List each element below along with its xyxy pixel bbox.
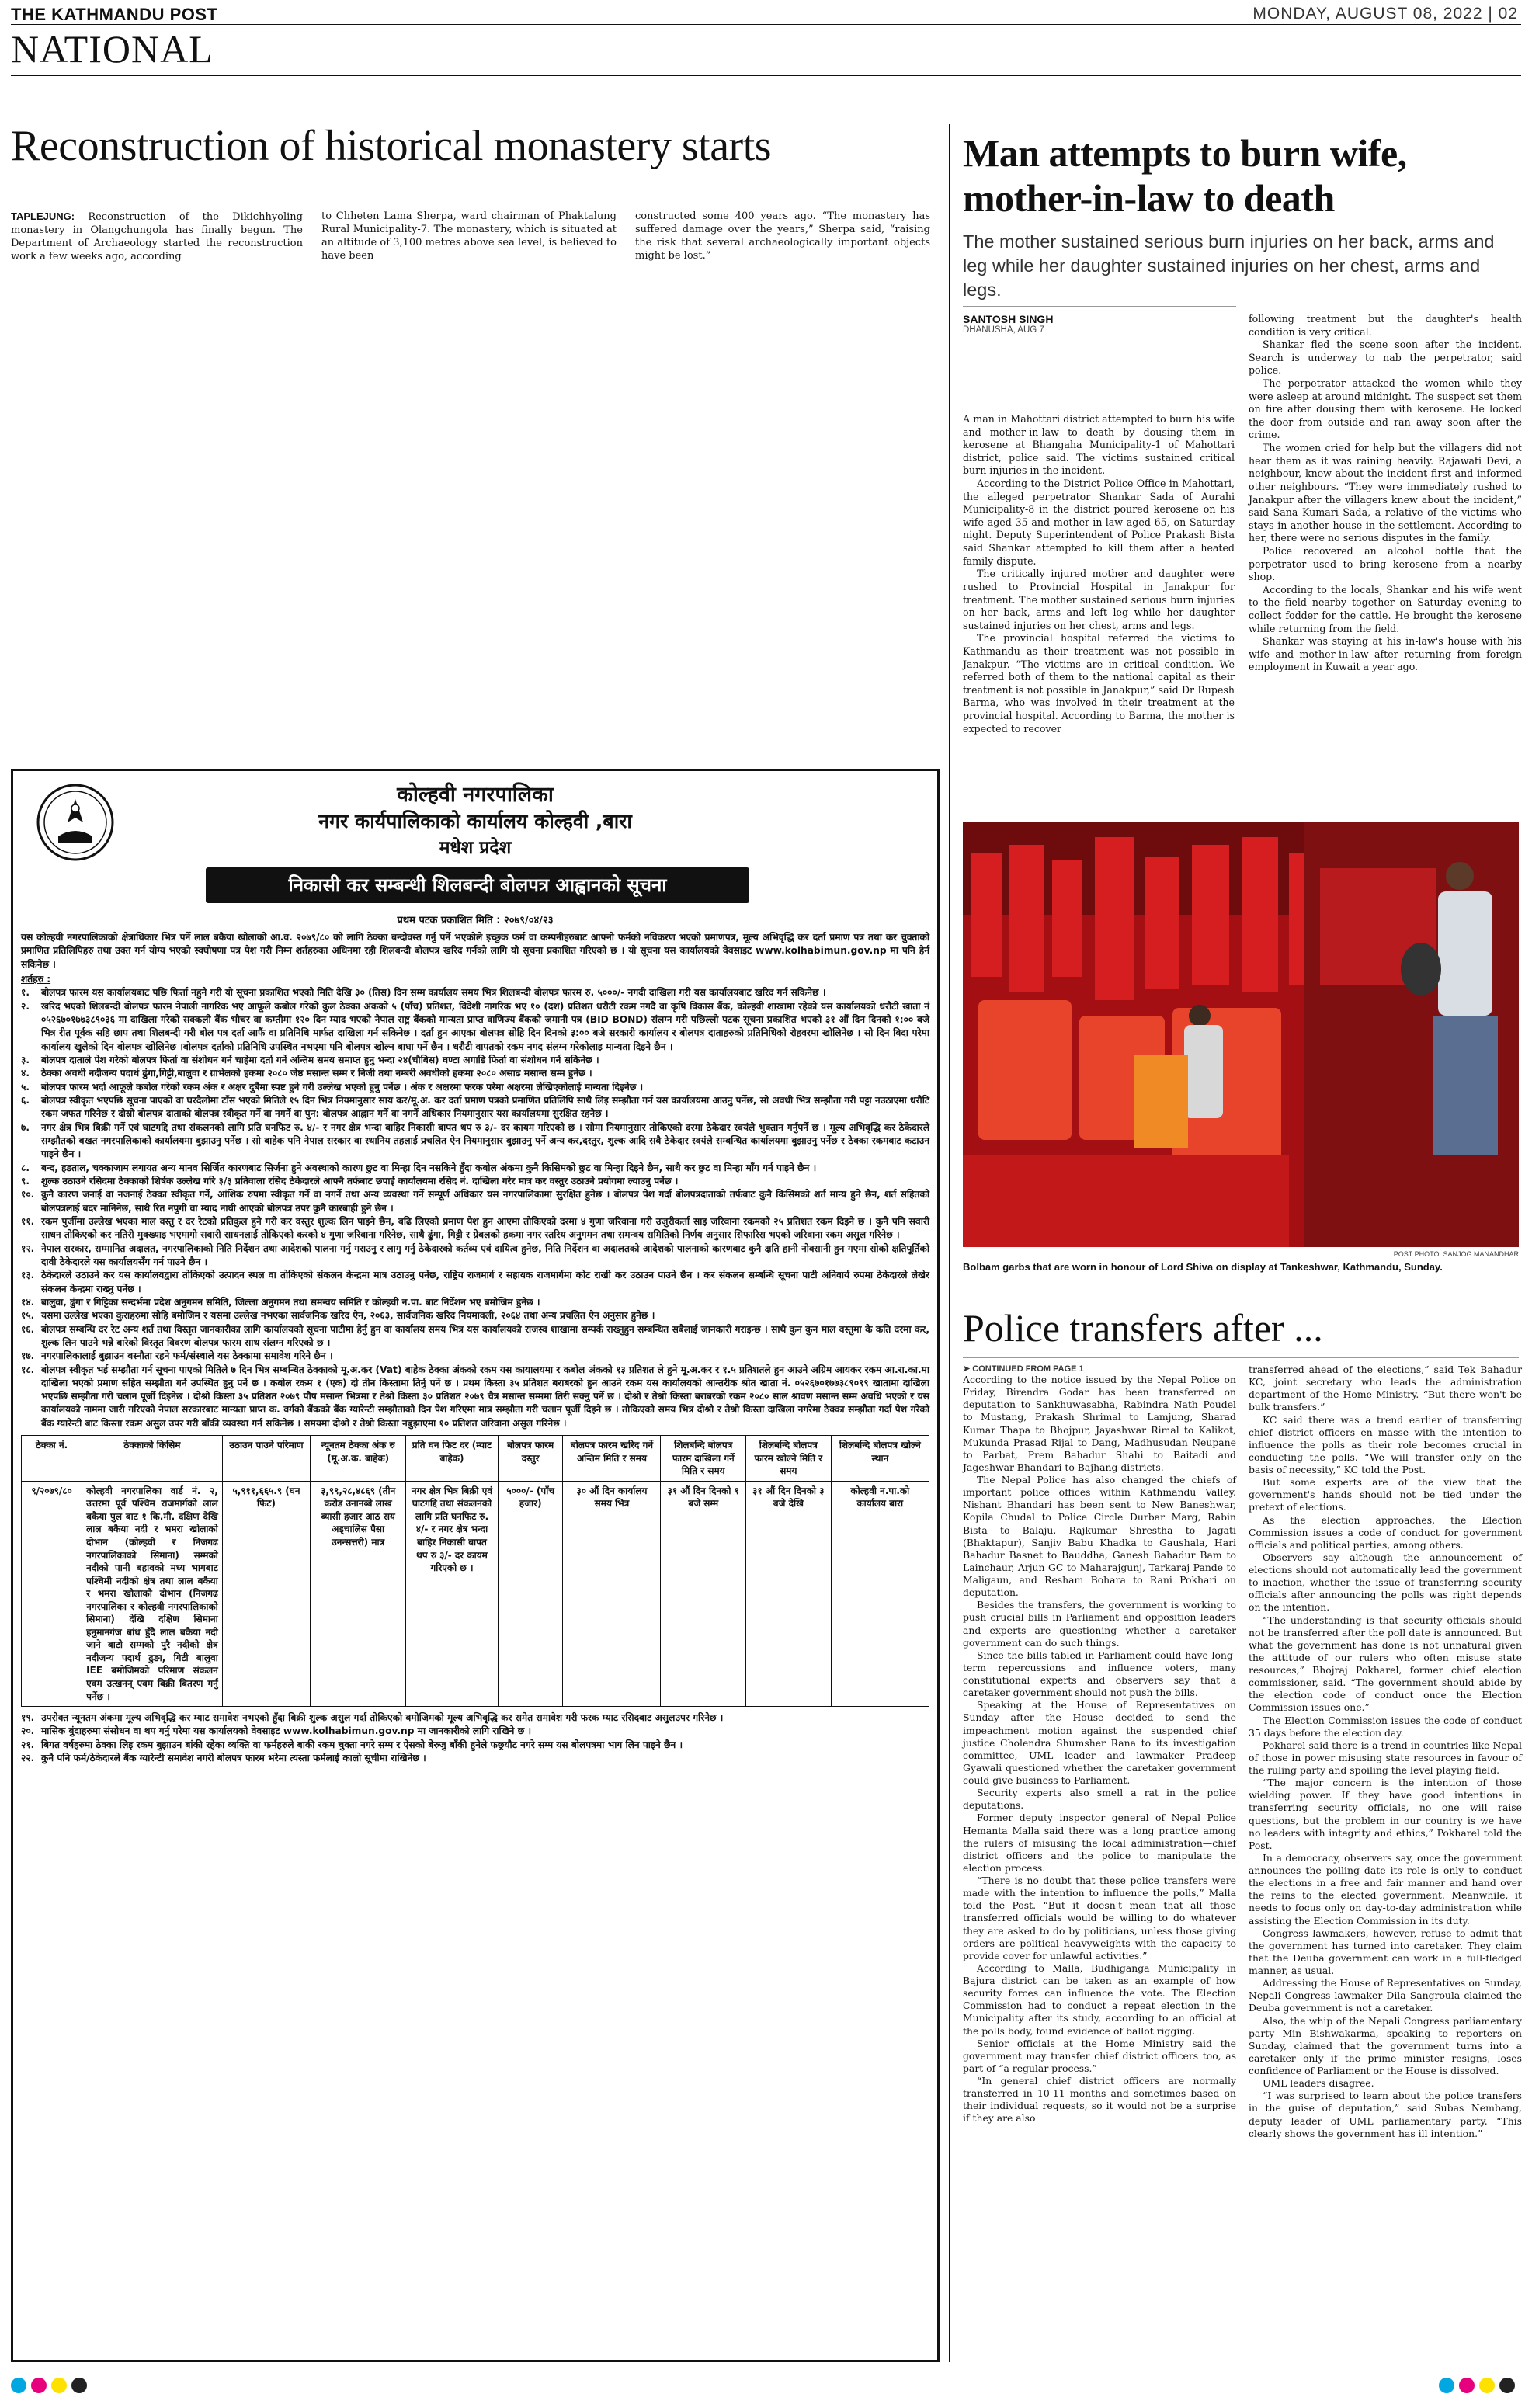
condition-number: २२.	[21, 1753, 35, 1764]
monastery-col-2	[321, 210, 617, 263]
notice-title-3: मधेश प्रदेश	[439, 838, 512, 858]
police-paragraph: Since the bills tabled in Parliament could have long-term repercussions and influence voters, many constitutional experts and observers say that a caretaker government should not push the bills.	[963, 1649, 1236, 1699]
police-paragraph: Addressing the House of Representatives on Sunday, Nepali Congress lawmaker Dila Sangroula claimed the Deuba government is not a caretaker.	[1249, 1977, 1522, 2014]
conditions-list	[21, 986, 929, 1430]
condition-text: बोलपत्र फारम यस कार्यालयबाट पछि फिर्ता नहुने गरी यो सूचना प्रकाशित भएको मिति देखि ३० (तिस) दिन सम्म कार्यालय समय भित्र शिलबन्दी बोलपत्र फारम रु. ५०००/- नगदी दाखिला गरी यस कार्यालयबाट खरिद गर्न सकिनेछ ।	[41, 987, 826, 999]
header-divider	[11, 24, 1521, 25]
conditions-label: शर्तहरु :	[21, 973, 51, 985]
burn-author: SANTOSH SINGH	[963, 313, 1054, 325]
table-cell: ९/२०७९/८०	[22, 1481, 82, 1706]
condition-text: बन्द, हडताल, चक्काजाम लगायत अन्य मानव सिर्जित कारणबाट सिर्जना हुने अवस्थाको कारण छुट वा मिन्हा दिन नसकिने हुँदा कबोल अंकमा कुनै किसिमको छुट वा मिन्हा दिइने छैन, साथै कर छुट वा मिन्हा माँग गर्न पाइने छैन ।	[41, 1162, 817, 1173]
table-header-cell: शिलबन्दि बोलपत्र खोल्ने स्थान	[831, 1436, 929, 1482]
condition-text: ठेक्का अवधी नदीजन्य पदार्थ ढुंगा,गिट्टी,बालुवा र ग्राभेलको हकमा २०८० जेष्ठ मसान्त सम्म र निजी तथा नम्बरी अवधीको हकमा २०८० असाढ मसान्त सम्म हुनेछ ।	[41, 1068, 592, 1079]
condition-number: २.	[21, 1000, 30, 1012]
condition-item	[21, 1000, 929, 1054]
table-header-row	[22, 1436, 929, 1482]
police-paragraph: The Nepal Police has also changed the chiefs of important police offices within Kathmandu Valley. Nishant Bhandari has been sent to New Baneshwar, Kopila Chudal to Police Circle Durbar Marg, Rabin Bista to Balaju, Rajkumar Shrestha to Jagati (Bhaktapur), Sanjiv Babu Khadka to Gaushala, Hari Bahadur Basnet to Bauddha, Ganesh Bahadur Bam to Lainchaur, Arjun GC to Maharajgunj, Tarkaraj Pande to Maligaun, and Resham Bohara to Rani Pokhari on deputation.	[963, 1474, 1236, 1599]
condition-number: १.	[21, 987, 30, 999]
police-paragraph: The Election Commission issues the code of conduct 35 days before the election day.	[1249, 1714, 1522, 1739]
table-cell: ३,९९,२८,४८६९ (तीन करोड उनानब्बे लाख ब्यासी हजार आठ सय अड्चालिस पैसा उनन्सत्तरी) मात्र	[311, 1481, 406, 1706]
police-paragraph: In a democracy, observers say, once the government announces the polling date its role is only to conduct the elections in a free and fair manner and hand over the reins to the elected government. Meanwhile, it needs to focus only on day-to-day administration while assisting the Election Commission in its duty.	[1249, 1851, 1522, 1927]
condition-text: उपरोक्त न्यूनतम अंकमा मूल्य अभिवृद्धि कर म्याट समावेश नभएको हुँदा बिक्री शुल्क असुल गर्दा तोकिएको बमोजिमको मूल्य अभिवृद्धि कर समेत समावेश गरी फरक म्याट रसिदबाट असुलउपर गरिनेछ ।	[41, 1712, 724, 1724]
condition-number: १२.	[21, 1242, 35, 1254]
condition-item	[21, 986, 929, 999]
condition-number: ६.	[21, 1094, 30, 1106]
condition-text: खरिद भएको शिलबन्दी बोलपत्र फारम नेपाली नागरिक भए आफूले कबोल गरेको कुल ठेक्का अंकको ५ (पाँच) प्रतिशत, विदेशी नागरिक भए १० (दश) प्रतिशत धरौटी रकम नगदै वा कृषि विकास बैंक, कोल्हवी शाखामा रहेको यस कार्यालयको धरौटी खाता नं ०५२६७०१७७३८९०३६ मा दाखिला गरेको सक्कली बैंक भौचर वा कम्तीमा १२० दिन म्याद भएको नेपाल राष्ट्र बैंकको मान्यता प्राप्त वाणिज्य बैंकको जमानी पत्र (BID BOND) संलग्न गरी पछिल्लो पटक सूचना प्रकाशित भएको ३१ औं दिन दिनको १:०० बजे भित्र रीत पूर्वक सहि छाप तथा शिलबन्दी गरी बोल पत्र दर्ता आफैं वा प्रतिनिधि मार्फत दाखिला गर्न सकिनेछ । दर्ता हुन आएका बोलपत्र सोहि दिन दिनको ३:०० बजे सरकारी कार्यालय र बोलपत्र दाताहरुको प्रतिनिधिको रोहवरमा खोलिनेछ । सो दिन बिदा परेमा कार्यालय खुलेको दिन बोलपत्र खोलिनेछ ।बोलपत्र दर्ताको प्रतिनिधि उपस्थित नभएमा पनि बोलपत्र खोल्न बाधा पर्ने छैन । धरौटी वापतको रकम नगद संलग्न गरेकोलाइ मान्यता दिइने छैन ।	[41, 1000, 929, 1052]
condition-text: बिगत वर्षहरुमा ठेक्का लिइ रकम बुझाउन बांकी रहेका व्यक्ति वा फर्महरुले बाकी रकम चुक्ता नगरे सम्म र ऐसको बेरुजु बाँकी हुनेले फछ्र्यौट नगरे सम्म यस बोलपत्रमा भाग लिन पाइने छैन ।	[41, 1739, 683, 1750]
police-paragraph: transferred ahead of the elections,” said Tek Bahadur KC, joint secretary who leads the administration department of the Home Ministry. “But there won't be bulk transfers.”	[1249, 1364, 1522, 1413]
condition-item	[21, 1094, 929, 1121]
condition-item	[21, 1752, 929, 1765]
notice-intro: यस कोल्हवी नगरपालिकाको क्षेत्राधिकार भित्र पर्ने लाल बकैया खोलाको आ.व. २०७९/८० को लागि ठेक्का बन्दोवस्त गर्नु पर्ने भएकोले इच्छुक फर्म वा कम्पनीहरुबाट आफ्नो फर्मको नविकरण भएको प्रमाणपत्र, मूल्य अभिवृद्धि कर दर्ता प्रमाण पत्र तथा कर चुक्ताको प्रमाणित प्रतिलिपिहरु तथा उक्त गर्न योग्य भएको स्वघोषणा पत्र पेश गरी निम्न शर्तहरुका अधिनमा रही शिलबन्दी बोलपत्र खरिद गर्नको लागि यो सूचना प्रकाशित गरिएको छ । यो सूचना यस कार्यालयको वेवसाइट www.kolhabimun.gov.np मा पनि हेर्न सकिनेछ ।	[21, 932, 929, 970]
condition-item	[21, 1188, 929, 1215]
table-cell: नगर क्षेत्र भित्र बिक्री एवं घाटगद्दि तथा संकलनको लागि प्रति घनफिट रु. ४/- र नगर क्षेत्र भन्दा बाहिर निकासी बापत थप रु ३/- दर कायम गरिएको छ ।	[406, 1481, 499, 1706]
condition-number: ३.	[21, 1054, 30, 1065]
table-header-cell: न्यूनतम ठेक्का अंक रु (मू.अ.क. बाहेक)	[311, 1436, 406, 1482]
burn-col-1	[963, 413, 1235, 735]
table-cell: ३१ औं दिन दिनको ३ बजे देखि	[746, 1481, 832, 1706]
condition-text: रकम पुर्जीमा उल्लेख भएका माल वस्तु र दर रेटको प्रतिकुल हुने गरी कर वस्तुर शुल्क लिन पाइने छैन, बढि लिएको प्रमाण पेश हुन आएमा तोकिएको दरमा ४ गुणा जरिवाना गरी उजुरीकर्ता साइ जरिवाना रकमको २५ प्रतिशत रकम दिइने छ । कुनै पनि सवारी साधन तोकिएको कर नतिरी मुक्ख्याइ भएमागो सवारी साधनलाई तोकिएको करको ४ गुणा जरिवाना गरिनेछ, साथै ढुंगा, गिट्टी र ग्रेबलको हकमा नगर स्तरिय अनुगमन तथा समन्वय समितिको निर्णय अनुसार सिफारिस भएको जरिवाना रकम असुल गरिनेछ ।	[41, 1215, 929, 1241]
condition-item	[21, 1054, 929, 1067]
condition-text: नगरपालिकालाई बुझाउन बस्नौता रहने फर्म/संस्थाले यस ठेक्कामा समावेश गरिने छैन ।	[41, 1350, 333, 1362]
condition-number: २१.	[21, 1739, 35, 1750]
tender-table	[21, 1435, 929, 1707]
section-divider	[11, 75, 1521, 76]
police-col-2	[1249, 1364, 1522, 2140]
table-header-cell: ठेक्काको किसिम	[82, 1436, 223, 1482]
table-header-cell: बोलपत्र फारम खरिद गर्ने अन्तिम मिति र समय	[563, 1436, 661, 1482]
condition-item	[21, 1739, 929, 1752]
police-paragraph: According to Malla, Budhiganga Municipality in Bajura district can be taken as an example of how security forces can influence the vote. The Election Commission had to conduct a repeat election in the Municipality after its study, according to an official at the polls body, found evidence of ballot rigging.	[963, 1961, 1236, 2037]
burn-deck: The mother sustained serious burn injuries on her back, arms and leg while her daughter sustained injuries on her chest, arms and legs.	[963, 231, 1495, 300]
police-paragraph: Besides the transfers, the government is working to push crucial bills in Parliament and opposition leaders and experts are questioning whether a caretaker government can do such things.	[963, 1599, 1236, 1649]
police-paragraph: “There is no doubt that these police transfers were made with the intention to influence the polls,” Malla told the Post. “But it doesn't mean that all those transferred officials would be willing to do whatever they are asked to do by politicians, unless those giving orders are political heavyweights with the capacity to provide cover for unlawful activities.”	[963, 1875, 1236, 1961]
burn-paragraph: Shankar was staying at his in-law's house with his wife and mother-in-law after returning from foreign employment in Kuwait a year ago.	[1249, 635, 1522, 673]
table-cell: ५०००/- (पाँच हजार)	[498, 1481, 563, 1706]
condition-number: ९.	[21, 1175, 30, 1187]
condition-text: बोलपत्र सम्बन्धि दर रेट अन्य शर्त तथा विस्तृत जानकारीका लागि कार्यालयको सूचना पाटीमा हेर्नु हुन वा कार्यालय समय भित्र यस कार्यालयको राजस्व शाखामा सम्पर्क राख्नुहुन सम्बन्धित सबैलाई जानकारी गराइन्छ । साथै कुन कुन माल वस्तुमा के कति दरमा कर, शुल्क लिन पाउने भन्ने बारेको विस्तृत विवरण बोलपत्र फारम साथ संलग्न गरिएको छ ।	[41, 1323, 929, 1348]
police-col-1	[963, 1374, 1236, 2125]
condition-number: ७.	[21, 1121, 30, 1133]
condition-number: ११.	[21, 1215, 35, 1227]
table-header-cell: बोलपत्र फारम दस्तुर	[498, 1436, 563, 1482]
table-header-cell: प्रति घन फिट दर (म्याट बाहेक)	[406, 1436, 499, 1482]
condition-item	[21, 1296, 929, 1309]
condition-number: १०.	[21, 1189, 35, 1201]
photo-credit: POST PHOTO: SANJOG MANANDHAR	[1393, 1250, 1519, 1258]
police-paragraph: As the election approaches, the Election Commission issues a code of conduct for government officials and political parties, among others.	[1249, 1513, 1522, 1551]
condition-item	[21, 1162, 929, 1175]
condition-text: बोलपत्र स्वीकृत भई सम्झौता गर्न सूचना पाएको मितिले ७ दिन भित्र सम्बन्धित ठेक्काको मू.अ.कर (Vat) बाहेक ठेक्का अंकको रकम यस कायालयमा र कबोल अंकको १३ प्रतिशत ले हुने मू.अ.कर र १.५ प्रतिशतले हुन आउने अग्रिम आयकर रकम आ.रा.का.मा दाखिला भएको प्रमाण सहित सम्झौता गर्न उपस्थित हुनु पर्ने छ । कबोल रकम १ (एक) दो तीन किस्तामा तिर्नु पर्ने छ । प्रथम किस्ता ३५ प्रतिशत बराबरको हुन आउने रकम यस कार्यालयको आन्तरीक श्रोत खाता नं. ०५२६७०१७७३८९०९९ खातामा दाखिला भएपछि सम्झौता गरी चलान पूर्जी दिइनेछ । दोश्रो किस्ता ३५ प्रतिशत २०७९ पौष मसान्त भित्रमा र तेश्रो किस्ता ३० प्रतिशत २०७९ चैत्र मसान्त सम्ममा तिरी सक्नु पर्ने छ । दोश्रो र तेश्रो किस्ता बराबरको रकम २०८० साल श्रावण मसान्त सम्म अवधि भएको र यस कार्यालयको नाममा जारी गरिएको नेपाल सरकारबाट मान्यता प्राप्त क. वर्गको बैंकको बैंक ग्यारेन्टी सम्झौताको दिन पेश गरिएमा मात्र सम्झौता गरी चलान पूर्जी दिइने छ । तोकिएको समय भित्र दोश्रो र तेश्रो किस्ता दाखिला नगरेमा ठेक्का सम्झौता गर्दा पेश गरेको बैंक ग्यारेन्टी बाट किस्ता रकम असुल उपर गरी बाँकी व्यवस्था गर्न सकिनेछ । समयमा दोश्रो र तेश्रो किस्ता नबुझाएमा १० प्रतिशत जरिवाना असुल गरिनेछ ।	[41, 1364, 929, 1429]
notice-banner-text: निकासी कर सम्बन्धी शिलबन्दी बोलपत्र आह्वानको सूचना	[288, 874, 667, 896]
police-paragraph: UML leaders disagree.	[1263, 2077, 1374, 2090]
notice-title-1: कोल्हवी नगरपालिका	[397, 783, 554, 807]
condition-number: ८.	[21, 1162, 30, 1173]
condition-item	[21, 1081, 929, 1094]
burn-headline: Man attempts to burn wife, mother-in-law to death	[963, 131, 1407, 220]
condition-number: १३.	[21, 1270, 35, 1281]
police-paragraph: “I was surprised to learn about the police transfers in the guise of deputation,” said Subas Nembang, deputy leader of UML parliamentary party. “This clearly shows the government has ill intention.”	[1249, 2090, 1522, 2139]
condition-item	[21, 1350, 929, 1363]
burn-paragraph: Shankar fled the scene soon after the incident. Search is underway to nab the perpetrator, said police.	[1249, 339, 1522, 377]
condition-number: १९.	[21, 1712, 35, 1724]
condition-number: १५.	[21, 1310, 35, 1322]
condition-text: बालुवा, ढुंगा र गिट्टिका सन्दर्भमा प्रदेश अनुगमन समिति, जिल्ला अनुगमन तथा समन्वय समिति र कोल्हवी न.पा. बाट निर्देशन भए बमोजिम हुनेछ ।	[41, 1296, 540, 1308]
notice-body	[21, 931, 929, 1765]
police-paragraph: KC said there was a trend earlier of transferring chief district officers en masse with the intention to influence the polls as their role becomes crucial in conducting the polls. “We will transfer only on the basis of necessity,” KC told the Post.	[1249, 1413, 1522, 1475]
table-cell: ५,९११,६६५.९ (घन फिट)	[222, 1481, 310, 1706]
burn-col-2	[1249, 313, 1522, 674]
table-cell: कोल्हवी न.पा.को कार्यालय बारा	[831, 1481, 929, 1706]
masthead: THE KATHMANDU POST	[11, 5, 218, 24]
condition-text: मासिक बुंदाहरुमा संसोधन वा थप गर्नु परेमा यस कार्यालयको वेवसाइट www.kolhabimun.gov.np मा जानकारीको लागि राखिने छ ।	[41, 1725, 532, 1737]
police-paragraph: Also, the whip of the Nepali Congress parliamentary party Min Bishwakarma, speaking to reporters on Sunday, claimed that the government turns into a caretaker only if the prime minister resigns, loses confidence of Parliament or the House is dissolved.	[1249, 2014, 1522, 2076]
police-paragraph: Congress lawmakers, however, refuse to admit that the government has turned into caretaker. They claim that the Deuba government can work in a full-fledged manner, as usual.	[1249, 1927, 1522, 1976]
public-notice	[11, 769, 940, 2362]
condition-number: १७.	[21, 1350, 35, 1362]
footer-conditions	[21, 1711, 929, 1765]
condition-item	[21, 1269, 929, 1296]
condition-item	[21, 1364, 929, 1431]
burn-paragraph: The critically injured mother and daughter were rushed to Provincial Hospital in Janakpur for treatment. The mother sustained serious burn injuries on her back, arms and left leg while her daughter sustained injuries on her chest, arms and legs.	[963, 568, 1235, 631]
condition-item	[21, 1323, 929, 1350]
burn-deck-rule	[963, 306, 1236, 307]
burn-paragraph: Police recovered an alcohol bottle that the perpetrator used to bring kerosene from a nearby shop.	[1249, 544, 1522, 583]
condition-text: बोलपत्र फारम भर्दा आफूले कबोल गरेको रकम अंक र अक्षर दुबैमा स्पष्ट हुने गरी उल्लेख भएको हुनु पर्नेछ । अंक र अक्षरमा फरक परेमा अक्षरमा लेखिएकोलाई मान्यता दिइनेछ ।	[41, 1081, 644, 1093]
monastery-text-2: to Chheten Lama Sherpa, ward chairman of Phaktalung Rural Municipality-7. The monastery, which is situated at an altitude of 3,100 metres above sea level, is believed to have been	[321, 210, 617, 262]
condition-item	[21, 1175, 929, 1188]
burn-paragraph: The perpetrator attacked the women while they were asleep at around midnight. The suspect set them on fire after dousing them with kerosene. He locked the door from outside and ran away soon after the crime.	[1249, 377, 1522, 441]
market-photo	[963, 822, 1519, 1247]
condition-text: नेपाल सरकार, सम्मानित अदालत, नगरपालिकाको निति निर्देशन तथा आदेशको पालना गर्नु गराउनु र लागु गर्नु ठेकेदारको कर्तव्य एवं दायित्व हुनेछ, निति निर्देशन वा अदालतको आदेशको पालनाको कारणबाट कुनै क्षति हानी नोक्सानी हुन गएमा सोको क्षतिपूर्तिको दावी ठेकेदारले यस कार्यालयसँग गर्न पाउने छैन ।	[41, 1242, 929, 1267]
condition-text: कुनै कारण जनाई वा नजनाई ठेक्का स्वीकृत गर्ने, आंशिक रुपमा स्वीकृत गर्ने वा नगर्ने तथा अन्य व्यवस्था गर्ने सम्पूर्ण अधिकार यस नगरपालिकामा सुरक्षित हुनेछ । बोलपत्र पेश गर्दा बोलपत्रदाताको तर्फबाट कुनै किसिमको शर्त मान्य हुने छैन, शर्त सहितको बोलपत्रलाई बदर मानिनेछ, साथै रित नपुगी वा म्याद नाघी आएको बोलपत्र उपर कुनै कारबाही हुने छैन ।	[41, 1189, 929, 1214]
condition-item	[21, 1121, 929, 1162]
table-cell: ३१ औं दिन दिनको १ बजे सम्म	[661, 1481, 746, 1706]
condition-item	[21, 1711, 929, 1725]
condition-item	[21, 1215, 929, 1242]
police-paragraph: Observers say although the announcement of elections should not automatically lead the government to inaction, whether the issue of transferring security officials after announcing the polls was right depends on the intention.	[1249, 1551, 1522, 1614]
condition-text: कुनै पनि फर्म/ठेकेदारले बैंक ग्यारेन्टी समावेश नगरी बोलपत्र फारम भरेमा त्यस्ता फर्मलाई कालो सूचीमा राखिनेछ ।	[41, 1753, 426, 1764]
police-paragraph: Security experts also smell a rat in the police deputations.	[963, 1787, 1236, 1812]
burn-paragraph: According to the District Police Office in Mahottari, the alleged perpetrator Shankar Sada of Aurahi Municipality-8 in the district poured kerosene on his wife aged 35 and mother-in-law aged 65, on Saturday night. Deputy Superintendent of Police Prakash Bista said Shankar attempted to kill them after a heated family dispute.	[963, 478, 1235, 567]
notice-title-2: नगर कार्यपालिकाको कार्यालय कोल्हवी ,बारा	[318, 810, 632, 832]
police-paragraph: Speaking at the House of Representatives on Sunday after the House decided to send the impeachment motion against the suspended chief justice Cholendra Shumsher Rana to its investigation committee, UML leader and lawmaker Pradeep Gyawali questioned whether the caretaker government could give business to Parliament.	[963, 1699, 1236, 1786]
page-dateline: MONDAY, AUGUST 08, 2022 | 02	[1252, 5, 1518, 23]
monastery-text-3: constructed some 400 years ago. “The monastery has suffered damage over the years,” Sherpa said, “raising the risk that several archaeologically important objects might be lost.”	[635, 210, 930, 262]
condition-number: १८.	[21, 1364, 35, 1375]
burn-paragraph: According to the locals, Shankar and his wife went to the field nearby together on Saturday evening to collect fodder for the cattle. He brought the kerosene while returning from the field.	[1249, 583, 1522, 634]
condition-text: बोलपत्र दाताले पेश गरेको बोलपत्र फिर्ता वा संशोधन गर्न चाहेमा दर्ता गर्ने अन्तिम समय समाप्त हुनु भन्दा २४(चौबिस) घण्टा अगाडि फिर्ता वा संशोधन गर्न सकिनेछ ।	[41, 1054, 599, 1065]
police-headline-rule	[963, 1357, 1519, 1358]
police-paragraph: According to the notice issued by the Nepal Police on Friday, Birendra Godar has been transferred on deputation to Sankhuwasabha, Rabindra Nath Poudel to Mustang, Prakash Shrimal to Lamjung, Sharad Kumar Thapa to Bhojpur, Jayashwar Rimal to Kalikot, Mukunda Prasad Rijal to Dang, Madhusudan Neupane to Parbat, Prem Bahadur Shahi to Baitadi and Jageshwar Bhandari to Bajhang districts.	[963, 1374, 1236, 1473]
table-header-cell: शिलबन्दि बोलपत्र फारम दाखिला गर्ने मिति र समय	[661, 1436, 746, 1482]
condition-item	[21, 1309, 929, 1322]
photo-caption: Bolbam garbs that are worn in honour of Lord Shiva on display at Tankeshwar, Kathmandu, Sunday.	[963, 1261, 1443, 1273]
condition-item	[21, 1725, 929, 1738]
condition-number: ४.	[21, 1068, 30, 1079]
monastery-text-1: Reconstruction of the Dikichhyoling monastery in Olangchungola has finally begun. The Department of Archaeology started the reconstruction work a few weeks ago, according	[11, 211, 304, 263]
condition-number: १६.	[21, 1323, 35, 1335]
police-paragraph: Former deputy inspector general of Nepal Police Hemanta Malla said there was a long practice among the rulers of misusing the local administration—chief district officers and the police to manipulate the election process.	[963, 1812, 1236, 1874]
table-row	[22, 1481, 929, 1706]
table-cell: ३० औं दिन कार्यालय समय भित्र	[563, 1481, 661, 1706]
monastery-col-3	[635, 210, 930, 263]
table-cell: कोल्हवी नगरपालिका वार्ड नं. २, उत्तरमा पूर्व पश्चिम राजमार्गको लाल बकैया पुल बाट १ कि.मी. दक्षिण देखि लाल बकैया नदी र भमरा खोलाको दोभान (कोल्हवी र निजगढ नगरपालिकाको सिमाना) सम्मको नदीको पानी बहावको मध्य भागबाट पश्चिमी नदीको क्षेत्र तथा लाल बकैया र भमरा खोलाको दोभान (निजगढ नगरपालिका र कोल्हवी नगरपालिकाको सिमाना) देखि दक्षिण सिमाना हनुमानगंज बांध हुँदै लाल बकैया नदी जाने बाटो सम्मको पुरै नदीको क्षेत्र नदीजन्य पदार्थ ढुङा, गिटी बालुवा IEE बमोजिमको परिमाण संकलन एवम उत्खनन् एवम बिक्री बितरण गर्नु पर्नेछ ।	[82, 1481, 223, 1706]
monastery-dateline: TAPLEJUNG:	[11, 210, 75, 222]
monastery-col-1	[11, 210, 303, 264]
condition-text: यसमा उल्लेख भएका कुराहरुमा सोहि बमोजिम र यसमा उल्लेख नभएका सार्वजनिक खरिद ऐन, २०६३, सार्वजनिक खरिद नियमावली, २०६४ तथा अन्य प्रचलित ऐन अनुसार हुनेछ ।	[41, 1310, 655, 1322]
condition-text: नगर क्षेत्र भित्र बिक्री गर्ने एवं घाटगद्दि तथा संकलनको लागि प्रति घनफिट रु. ४/- र नगर क्षेत्र भन्दा बाहिर निकासी बापत थप रु ३/- दर कायम गरिएको छ । सोमा नियमानुसार तोकिएको दरमा ठेकेदार स्वयंले भुक्तान गर्नुपर्ने छ । मूल्य अभिवृद्धि कर ठेकेदारले सम्झौतको बखत नगरपालिकाको कार्यालयमा बुझाउनु पर्नेछ । सो बाहेक पनि नेपाल सरकार वा स्थानिय तहलाई प्रचलित ऐन नियमानुसार बुझाउनु पर्ने अन्य कर,दस्तुर, शुल्क आदि सबै ठेकेदार स्वयंले सम्बन्धित कार्यालयमा बुझाउनु पर्नेछ र ठेक्का रकमबाट कटाउन पाइने छैन ।	[41, 1121, 929, 1160]
police-paragraph: “The understanding is that security officials should not be transferred after the poll date is announced. But what the government has done is not unnatural given the attitude of our rulers who often misuse state resources,” Bhojraj Pokharel, former chief election commissioner, said. “The government should abide by the election code of conduct once the Election Commission issues one.”	[1249, 1614, 1522, 1714]
police-paragraph: “The major concern is the intention of those wielding power. If they have good intentions in transferring security officials, no one will raise questions, but the problem in our country is we have no leaders with integrity and ethics,” Pokharel told the Post.	[1249, 1777, 1522, 1851]
condition-text: बोलपत्र स्वीकृत भएपछि सूचना पाएको वा घरदैलोमा टाँस भएको मितिले १५ दिन भित्र नियमानुसार साय कर/मू.अ. कर दर्ता प्रमाण पत्रको प्रमाणित प्रतिलिपि साथै लिइ सम्झौता गर्न यस कार्यालयमा आउनु पर्नेछ, सो अवधी भित्र सम्झौता गरी पट्टा नउठाएमा धरौटि रकम जफत गरिनेछ र दोस्रो बोलपत्र दाताको बोलपत्र स्वीकृत गर्ने वा नगर्ने वा पुन: बोलपत्र आह्वान गर्ने वा नगर्ने अधिकार नियमानुसार यस कार्यालयमा सुरक्षित रहनेछ ।	[41, 1094, 929, 1120]
table-header-cell: शिलबन्दि बोलपत्र फारम खोल्ने मिति र समय	[746, 1436, 832, 1482]
notice-banner	[206, 867, 749, 903]
section-title: NATIONAL	[11, 27, 214, 71]
burn-paragraph: following treatment but the daughter's health condition is very critical.	[1249, 313, 1522, 338]
burn-byline	[963, 313, 1236, 335]
condition-number: २०.	[21, 1725, 35, 1737]
police-paragraph: But some experts are of the view that the government's hands should not be tied under the pretext of elections.	[1249, 1476, 1522, 1513]
table-header-cell: उठाउन पाउने परिमाण	[222, 1436, 310, 1482]
burn-paragraph: The women cried for help but the villagers did not hear them as it was raining heavily. Rajawati Devi, a neighbour, knew about the incident first and informed other neighbours. “They were immediately rushed to Janakpur after the villagers knew about the incident,” said Sana Kumari Sada, a relative of the victims who stays in another house in the settlement. According to her, there were no serious disputes in the family.	[1249, 442, 1522, 544]
notice-pubdate: प्रथम पटक प्रकाशित मिति : २०७९/०४/२३	[397, 915, 554, 926]
police-paragraph: “In general chief district officers are normally transferred in 10-11 months and sometimes based on their individual requests, so it would not be a surprise if they are also	[963, 2075, 1236, 2125]
burn-paragraph: A man in Mahottari district attempted to burn his wife and mother-in-law to death by dousing them in kerosene at Bhangaha Municipality-1 of Mahottari district, police said. The victims sustained critical burn injuries in the incident.	[963, 413, 1235, 477]
condition-number: ५.	[21, 1081, 30, 1093]
condition-number: १४.	[21, 1296, 35, 1308]
burn-location: DHANUSHA, AUG 7	[963, 325, 1044, 335]
police-col-1-wrap	[963, 1364, 1236, 2125]
continued-label: ➤ CONTINUED FROM PAGE 1	[963, 1364, 1084, 1374]
table-header-cell: ठेक्का नं.	[22, 1436, 82, 1482]
condition-text: शुल्क उठाउने रसिदमा ठेक्काको शिर्षक उल्लेख गरि ३/३ प्रतिवाला रसिद ठेकेदारले आफ्नै तर्फबाट छपाई कार्यालयमा रसिद नं. दाखिला गरेर मात्र कर वस्तुर उठाउने प्रयोगमा ल्याउनु पर्नेछ ।	[41, 1175, 679, 1187]
burn-paragraph: The provincial hospital referred the victims to Kathmandu as their treatment was not possible in Janakpur. “The victims are in critical condition. We referred both of them to the national capital as their treatment is not possible in Janakpur,” said Dr Rupesh Barma, who was involved in their treatment at the provincial hospital. According to Barma, the mother is expected to recover	[963, 632, 1235, 735]
column-divider	[949, 124, 950, 2362]
police-headline: Police transfers after ...	[963, 1306, 1323, 1350]
monastery-headline: Reconstruction of historical monastery starts	[11, 122, 772, 170]
condition-text: ठेकेदारले उठाउने कर यस कार्यालयद्वारा तोकिएको उत्पादन स्थल वा तोकिएको संकलन केन्द्रमा मात्र उठाउनु पर्नेछ, राष्ट्रिय राजमार्ग र सहायक राजमार्गमा कोट राखी कर उठाउन पाउने छैन । कर संकलन सम्बन्धि सूचना पाटी अनिवार्य रुपमा ठेकेदारले लेखेर संकलन केन्द्रमा राख्नु पर्नेछ ।	[41, 1270, 929, 1294]
police-paragraph: Senior officials at the Home Ministry said the government may transfer chief district officers too, as part of “a regular process.”	[963, 2037, 1236, 2074]
police-paragraph: Pokharel said there is a trend in countries like Nepal of those in power misusing state resources in favour of the ruling party and spoiling the level playing field.	[1249, 1739, 1522, 1776]
condition-item	[21, 1067, 929, 1080]
condition-item	[21, 1242, 929, 1270]
